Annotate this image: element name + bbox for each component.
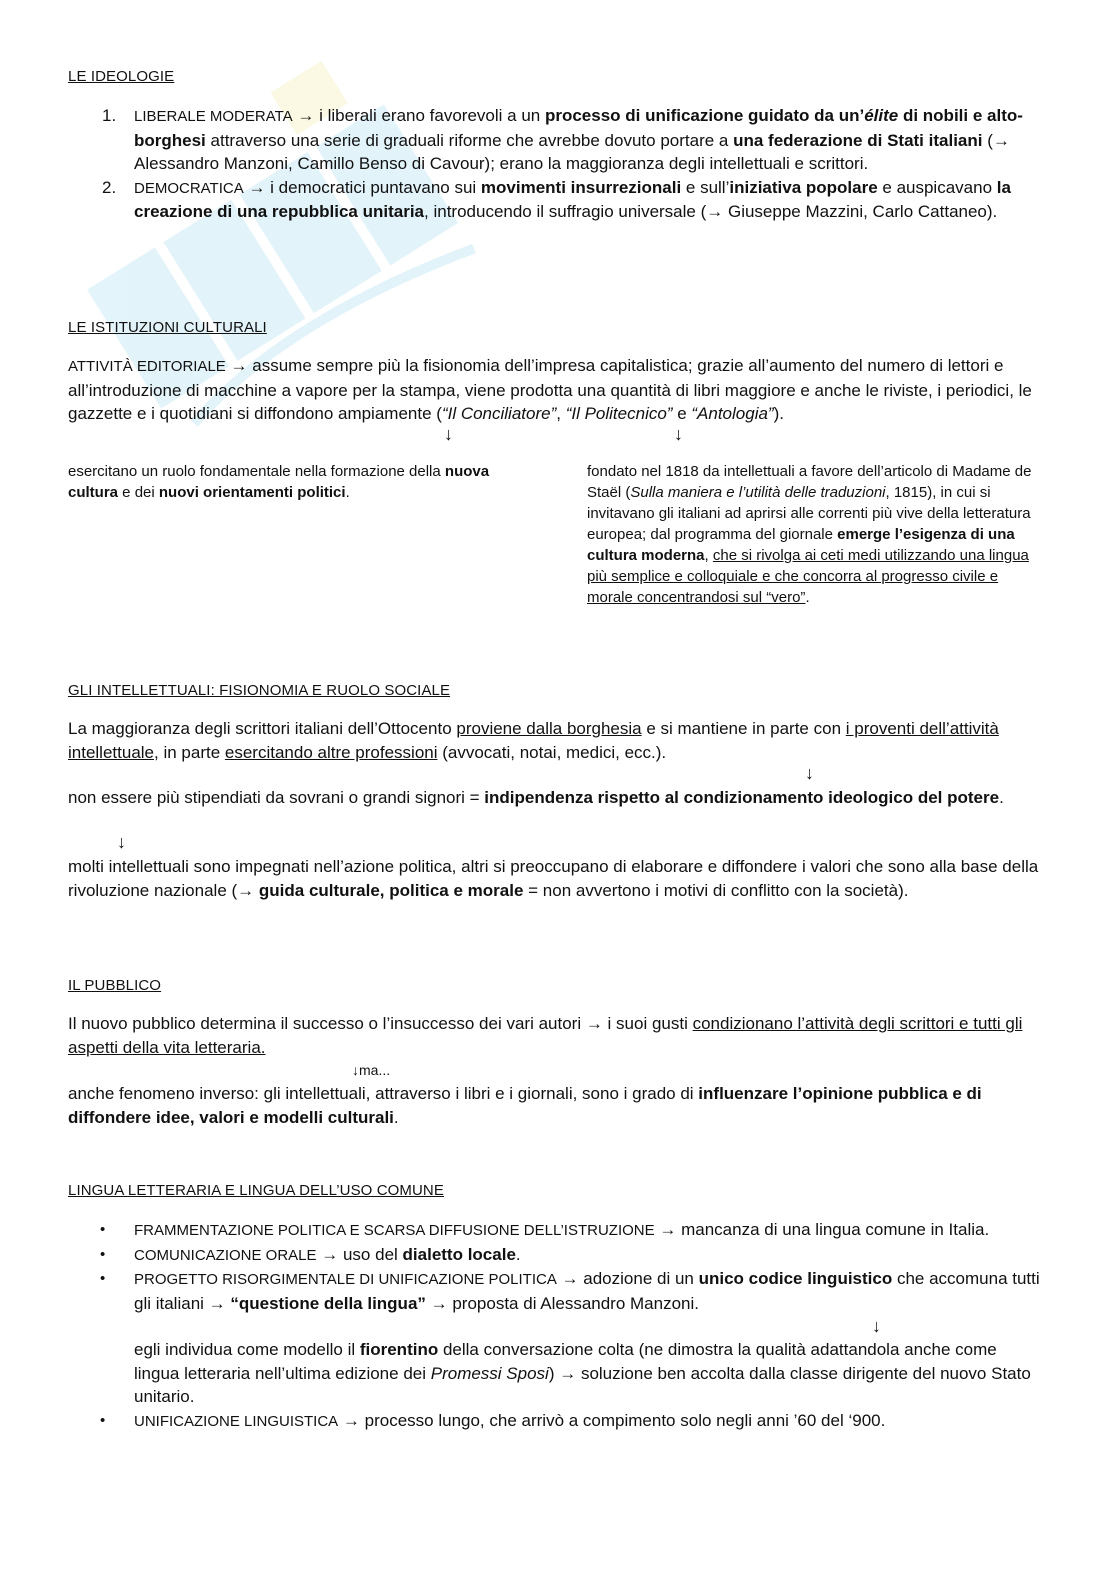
- item-label: COMUNICAZIONE ORALE: [134, 1246, 317, 1264]
- text: e si mantiene in parte con: [641, 719, 846, 738]
- text: egli individua come modello il: [134, 1340, 360, 1359]
- bold-text: nuova cultura: [68, 463, 490, 501]
- bold-text: influenzare l’opinione pubblica e di diffondere idee, valori e modelli culturali: [68, 1084, 982, 1127]
- bold-text: movimenti insurrezionali: [480, 177, 682, 197]
- underlined-text: i proventi dell’attività intellettuale: [68, 719, 999, 762]
- item-label: LIBERALE MODERATA: [134, 108, 293, 125]
- down-arrow-icon: ↓: [444, 424, 453, 444]
- list-item-liberale: [102, 104, 1044, 176]
- bold-text: iniziativa popolare: [729, 177, 878, 197]
- text: Il nuovo pubblico determina il successo o l’insuccesso dei vari autori → i suoi gusti: [68, 1014, 693, 1033]
- text: attraverso una serie di graduali riforme che avrebbe dovuto portare a: [205, 130, 734, 150]
- section-heading-lingua: LINGUA LETTERARIA E LINGUA DELL’USO COMUNE: [68, 1182, 444, 1199]
- list-item-democratica: [102, 176, 1044, 224]
- text: che accomuna tutti gli italiani →: [134, 1269, 1040, 1313]
- down-arrow-icon: ↓: [805, 763, 814, 783]
- bullet-icon: •: [100, 1270, 106, 1287]
- text: .: [805, 589, 810, 606]
- text: , introducendo il suffragio universale (→ Giuseppe Mazzini, Carlo Cattaneo).: [424, 202, 998, 221]
- bold-text: fiorentino: [359, 1340, 439, 1359]
- bold-text: processo di unificazione guidato da un’: [544, 106, 865, 125]
- bullet-icon: •: [100, 1411, 106, 1429]
- text: , in parte: [154, 742, 225, 762]
- italic-text: Sulla maniera e l’utilità delle traduzioni: [630, 484, 886, 501]
- bullet-icon: •: [100, 1245, 106, 1263]
- intellettuali-paragraph-2: [68, 786, 1048, 810]
- bold-text: guida culturale, politica e morale: [258, 880, 524, 900]
- section-heading-intellettuali: GLI INTELLETTUALI: FISIONOMIA E RUOLO SOCIALE: [68, 682, 451, 699]
- text: non essere più stipendiati da sovrani o grandi signori =: [68, 788, 485, 807]
- list-item-comunicazione: [100, 1243, 1046, 1268]
- text: e sull’: [681, 177, 730, 197]
- item-label: DEMOCRATICA: [134, 179, 244, 197]
- down-arrow-icon: ↓: [872, 1316, 881, 1336]
- intellettuali-paragraph-1: [68, 717, 1048, 764]
- item-label: FRAMMENTAZIONE POLITICA E SCARSA DIFFUSIONE DELL’ISTRUZIONE: [134, 1222, 655, 1239]
- bold-text: una federazione di Stati italiani: [733, 130, 983, 150]
- conciliatore-right-note: [587, 461, 1047, 608]
- underlined-text: proviene dalla borghesia: [456, 719, 642, 738]
- text: della conversazione colta (ne dimostra la qualità adattandola anche come lingua letteraria nell’ultima edizione dei: [134, 1340, 997, 1383]
- section-heading-istituzioni: LE ISTITUZIONI CULTURALI: [68, 319, 267, 336]
- list-number: 2.: [102, 177, 117, 197]
- text: anche fenomeno inverso: gli intellettuali, attraverso i libri e i giornali, sono i grado di: [68, 1084, 699, 1103]
- section-heading-pubblico: IL PUBBLICO: [68, 977, 162, 994]
- text: esercitano un ruolo fondamentale nella formazione della: [68, 463, 445, 480]
- text: → i liberali erano favorevoli a un: [292, 106, 545, 125]
- text: → i democratici puntavano sui: [243, 177, 481, 197]
- text: → assume sempre più la fisionomia dell’impresa capitalistica; grazie all’aumento del numero di lettori e all’introduzione di macchine a vapore per la stampa, viene prodotta una quantità di libri maggiore e anche le riviste, i periodici, le gazzette e i quotidiani si diffondono ampiamente (: [68, 356, 1032, 423]
- conciliatore-left-note: [68, 461, 508, 503]
- text: e auspicavano: [877, 177, 997, 197]
- text: → proposta di Alessandro Manzoni.: [425, 1293, 700, 1313]
- list-item-frammentazione: [100, 1218, 1046, 1243]
- text: = non avvertono i motivi di conflitto con la società).: [523, 880, 909, 900]
- bold-text: la creazione di una repubblica unitaria: [134, 177, 1011, 221]
- text: .: [515, 1244, 521, 1264]
- underlined-text: che si rivolga ai ceti medi utilizzando una lingua più semplice e colloquiale e che concorra al progresso civile e morale concentrandosi sul “vero”: [587, 547, 1029, 606]
- bold-text: unico codice linguistico: [698, 1269, 893, 1288]
- text: → uso del: [316, 1244, 403, 1264]
- text: , 1815), in cui si invitavano gli italiani ad aprirsi alle correnti più vive della letteratura europea; dal programma del giornale: [587, 484, 1031, 543]
- pubblico-paragraph-2: [68, 1082, 1048, 1129]
- text: e dei: [118, 484, 159, 501]
- text: → mancanza di una lingua comune in Italia.: [654, 1220, 990, 1239]
- bold-text: dialetto locale: [402, 1244, 516, 1264]
- list-number: 1.: [102, 106, 117, 125]
- bold-text: emerge l’esigenza di una cultura moderna: [587, 526, 1015, 564]
- ideologie-list: [102, 104, 1044, 224]
- bold-text: “questione della lingua”: [230, 1293, 426, 1313]
- intellettuali-paragraph-3: [68, 855, 1053, 902]
- underlined-text: condizionano l’attività degli scrittori e tutti gli aspetti della vita letteraria.: [68, 1014, 1023, 1057]
- bold-italic-text: élite: [864, 106, 899, 125]
- editoriale-paragraph: [68, 354, 1048, 426]
- text: → adozione di un: [556, 1269, 699, 1288]
- down-arrow-ma-icon: ↓ma...: [352, 1062, 391, 1078]
- list-item-unificazione: [100, 1409, 1046, 1434]
- section-heading-ideologie: LE IDEOLOGIE: [68, 68, 175, 85]
- bold-text: nuovi orientamenti politici: [158, 484, 346, 501]
- underlined-text: esercitando altre professioni: [224, 742, 438, 762]
- text: ).: [773, 404, 784, 423]
- item-label: ATTIVITÀ EDITORIALE: [68, 358, 226, 375]
- text: → processo lungo, che arrivò a compimento solo negli anni ’60 del ‘900.: [338, 1410, 886, 1430]
- down-arrow-icon: ↓: [674, 424, 683, 444]
- italic-text: Promessi Sposi: [430, 1363, 549, 1383]
- italic-text: “Il Politecnico”: [565, 404, 673, 423]
- bold-text: indipendenza rispetto al condizionamento ideologico del potere: [484, 788, 1000, 807]
- list-item-progetto-continuation: [134, 1338, 1046, 1409]
- text: fondato nel 1818 da intellettuali a favore dell’articolo di Madame de Staël (: [587, 463, 1032, 501]
- italic-text: “Antologia”: [691, 404, 774, 423]
- text: ) → soluzione ben accolta dalla classe dirigente del nuovo Stato unitario.: [134, 1363, 1031, 1406]
- text: La maggioranza degli scrittori italiani dell’Ottocento: [68, 719, 457, 738]
- item-label: UNIFICAZIONE LINGUISTICA: [134, 1412, 339, 1430]
- italic-text: “Il Conciliatore”: [441, 404, 557, 423]
- text: ,: [704, 547, 713, 564]
- text: .: [999, 788, 1004, 807]
- text: ,: [556, 404, 566, 423]
- text: (→ Alessandro Manzoni, Camillo Benso di Cavour); erano la maggioranza degli intellettuali e scrittori.: [134, 130, 1010, 173]
- down-arrow-icon: ↓: [117, 832, 126, 852]
- text: molti intellettuali sono impegnati nell’azione politica, altri si preoccupano di elaborare e diffondere i valori che sono alla base della rivoluzione nazionale (→: [68, 857, 1039, 900]
- lingua-list: [100, 1218, 1046, 1433]
- item-label: PROGETTO RISORGIMENTALE DI UNIFICAZIONE POLITICA: [134, 1271, 557, 1288]
- list-item-progetto: [100, 1267, 1046, 1315]
- pubblico-paragraph-1: [68, 1012, 1048, 1059]
- bold-text: di nobili e alto-borghesi: [134, 106, 1023, 150]
- text: (avvocati, notai, medici, ecc.).: [437, 742, 667, 762]
- text: .: [345, 484, 350, 501]
- text: e: [672, 404, 692, 423]
- text: .: [393, 1107, 399, 1127]
- bullet-icon: •: [100, 1221, 106, 1238]
